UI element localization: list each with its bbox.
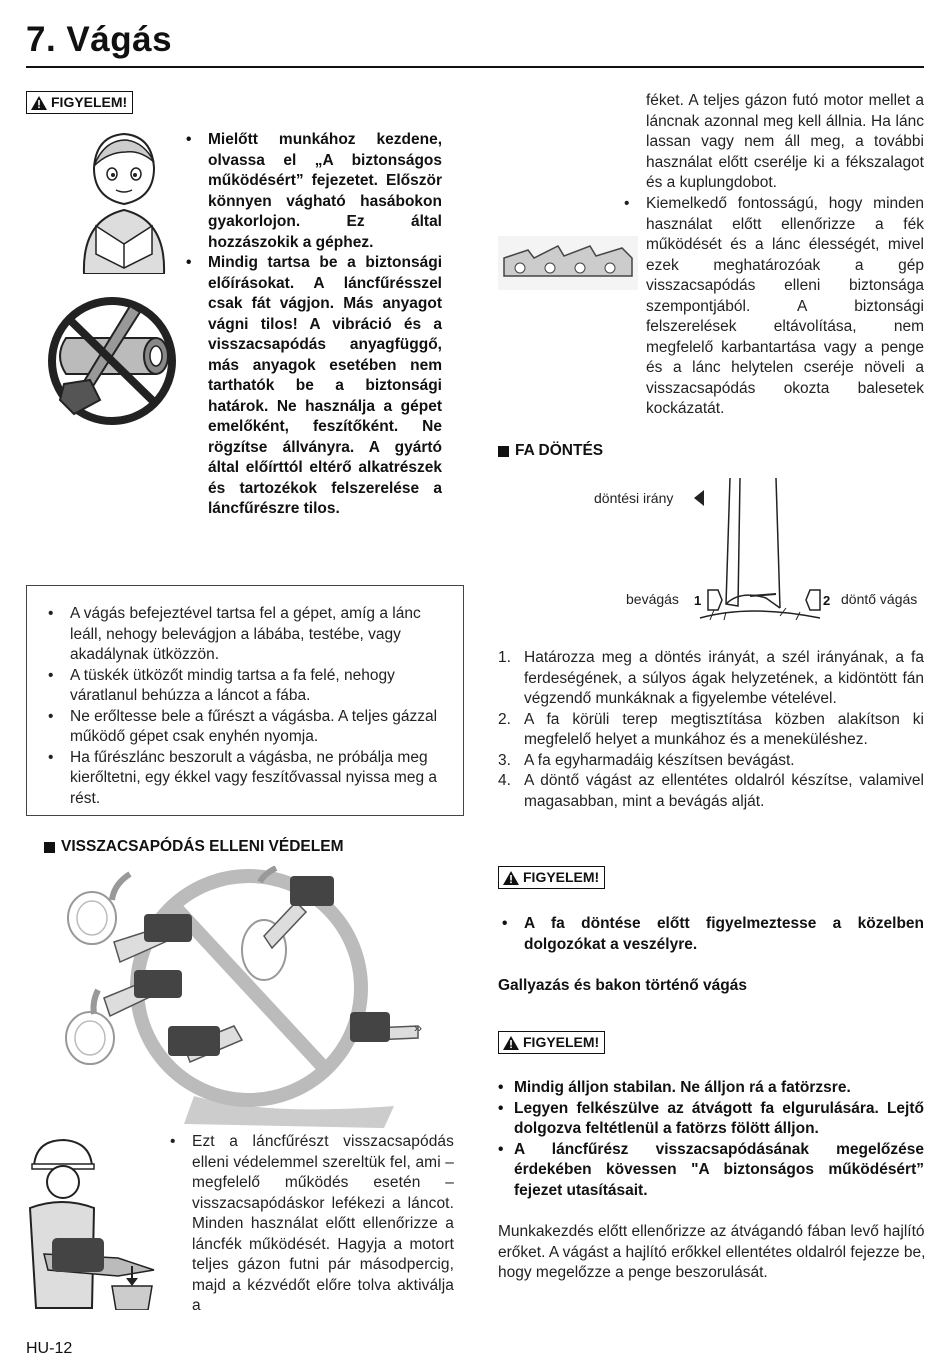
worker-chainsaw-illustration: [22, 1138, 162, 1310]
warning-3-item: • Legyen felkészülve az átvágott fa elgurulására. Lejtő dolgozva feltétlenül a fatörzs fölött álljon.: [498, 1099, 924, 1140]
warning-triangle-icon: [503, 1036, 519, 1050]
no-metal-cutting-illustration: [44, 296, 180, 426]
tip-item: • Ha fűrészlánc beszorult a vágásba, ne próbálja meg kierőltetni, egy ékkel vagy feszítővassal nyissa meg a rést.: [44, 748, 454, 810]
notch-label: bevágás: [626, 591, 679, 607]
warning-1-item: • Mielőtt munkához kezdene, olvassa el „A biztonságos működésért” fejezetet. Először könnyen vágható hasábokon gyakorlojon. Ez által hozzászokik a géphez.: [182, 130, 442, 253]
felling-steps: [498, 648, 924, 812]
warning-1-item: • Mindig tartsa be a biztonsági előírásokat. A láncfűrésszel csak fát vágjon. Más anyagot vágni tilos! A vibráció és a visszacsapódás anyagfüggő, más anyagok esetében nem tarthatók be a biztonsági határok. Ne használja a gépet emelőként, feszítőként. Ne rögzítse állványra. A gyártó által előírttól eltérő alkatrészek és tartozékok felszerelése a láncfűrészre tilos.: [182, 253, 442, 520]
warning-badge-3: [498, 1031, 605, 1055]
back-cut-label: döntő vágás: [841, 591, 918, 607]
svg-text:››: ››: [414, 1021, 422, 1035]
title-rule: [26, 66, 924, 68]
warning-3-text: [498, 1078, 924, 1201]
tip-item: • A tüskék ütközőt mindig tartsa a fa felé, nehogy váratlanul behúzza a láncot a fába.: [44, 666, 454, 707]
limbing-closing-text: Munkakezdés előtt ellenőrizze az átvágandó fában levő hajlító erőket. A vágást a hajlító erőkkel ellentétes oldalról fejezze be, hogy megelőzze a penge beszorulását.: [498, 1223, 926, 1281]
back-cut-number: 2: [823, 593, 831, 608]
saw-chain-illustration: [498, 236, 638, 290]
kickback-heading: [44, 838, 343, 856]
tip-item: • A vágás befejeztével tartsa fel a gépet, amíg a lánc leáll, nehogy belevágjon a lábába, testébe, vagy akadálynak ütközzön.: [44, 604, 454, 666]
warning-3-item: • Mindig álljon stabilan. Ne álljon rá a fatörzsre.: [498, 1078, 924, 1099]
warning-2-text: [498, 914, 924, 955]
felling-direction-label: döntési irány: [594, 490, 674, 506]
felling-heading-text: FA DÖNTÉS: [515, 442, 604, 459]
kickback-heading-text: VISSZACSAPÓDÁS ELLENI VÉDELEM: [61, 838, 344, 855]
brake-importance-text: [620, 194, 924, 420]
warning-1-text: [182, 130, 442, 520]
page-title: 7. Vágás: [26, 20, 173, 59]
warning-label: FIGYELEM!: [51, 94, 128, 110]
tip-item: • Ne erőltesse bele a fűrészt a vágásba. A teljes gázzal működő gépet csak enyhén nyomja.: [44, 707, 454, 748]
warning-2-item: • A fa döntése előtt figyelmeztesse a közelben dolgozókat a veszélyre.: [498, 914, 924, 955]
felling-step: 3. A fa egyharmadáig készítsen bevágást.: [498, 751, 795, 769]
warning-badge-1: [26, 91, 133, 115]
kickback-item: • Ezt a láncfűrészt visszacsapódás elleni védelemmel szereltük fel, ami – megfelelő működés esetén – visszacsapódáskor lefékezi a láncot. Minden használat előtt ellenőrizze a láncfék működését. Hagyja a motort teljes gázon futni pár másodpercig, majd a kézvédőt előre tolva aktiválja a: [166, 1132, 454, 1317]
limbing-heading: Gallyazás és bakon történő vágás: [498, 977, 747, 994]
felling-step: 4. A döntő vágást az ellentétes oldalról készítse, valamivel magasabban, mint a bevágás alját.: [498, 772, 924, 810]
page-number: HU-12: [26, 1340, 73, 1357]
tips-list: [44, 604, 454, 809]
square-bullet-icon: [44, 842, 55, 853]
felling-step: 2. A fa körüli terep megtisztítása közben alakítson ki megfelelő helyet a munkához és a meneküléshez.: [498, 710, 924, 748]
felling-step: 1. Határozza meg a döntés irányát, a szél irányának, a fa ferdeségének, a súlyos ágak helyzetének, a kidöntött fán végzendő munkáknak a figyelembe vételével.: [498, 649, 924, 707]
kickback-text: [166, 1132, 454, 1317]
warning-triangle-icon: [31, 96, 47, 110]
notch-number: 1: [694, 593, 702, 608]
kickback-illustration: [64, 866, 444, 1130]
warning-label: FIGYELEM!: [523, 1034, 600, 1050]
square-bullet-icon: [498, 446, 509, 457]
felling-heading: [498, 442, 603, 460]
warning-triangle-icon: [503, 871, 519, 885]
brake-importance-item: • Kiemelkedő fontosságú, hogy minden használat előtt ellenőrizze a fék működését és a lánc élességét, mivel ezek meghatározóak a gép visszacsapódás elleni biztonsága szempontjából. A biztonsági felszerelések eltávolítása, nem megfelelő karbantartása vagy a penge és a lánc helytelen cseréje növeli a visszacsapódás okozta balesetek kockázatát.: [620, 194, 924, 420]
person-reading-illustration: [74, 128, 174, 274]
kickback-continued: féket. A teljes gázon futó motor mellet a láncnak azonnal meg kell állnia. Ha lánc lassan vagy nem áll meg, a további használat előtt cserélje ki a fékszalagot és a kuplungdobot.: [646, 92, 924, 191]
warning-label: FIGYELEM!: [523, 869, 600, 885]
warning-badge-2: [498, 866, 605, 890]
warning-3-item: • A láncfűrész visszacsapódásának megelőzése érdekében kövessen "A biztonságos működésért” fejezet utasításait.: [498, 1140, 924, 1202]
